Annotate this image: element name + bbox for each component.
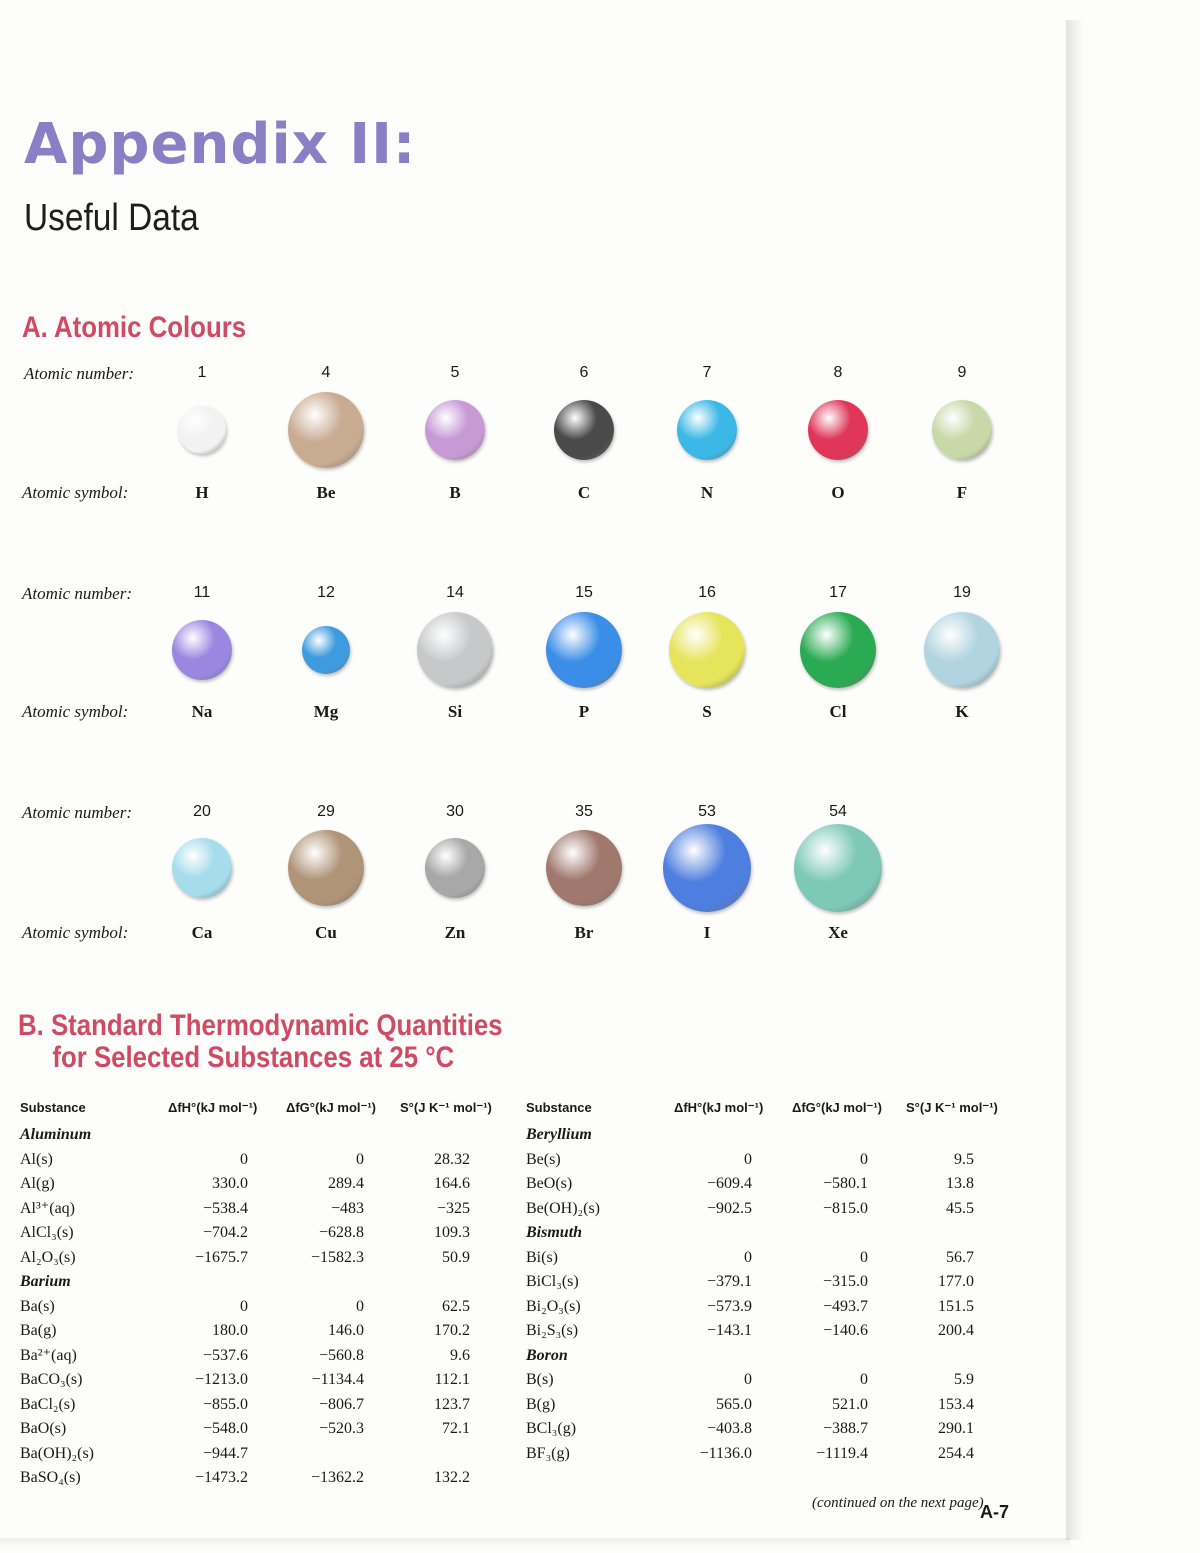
atomic-number: 9	[957, 364, 967, 381]
atomic-number-label: Atomic number:	[22, 803, 133, 822]
enthalpy-value: −403.8	[706, 1420, 752, 1437]
substance-name: BaCO₃(s)	[20, 1371, 83, 1388]
substance-name: Ba(OH)₂(s)	[20, 1444, 94, 1462]
atomic-symbol: B	[449, 483, 461, 502]
atomic-symbol: F	[956, 483, 968, 502]
atomic-number-label: Atomic number:	[24, 364, 135, 383]
gibbs-value: −493.7	[822, 1297, 868, 1315]
atomic-symbol: Ca	[191, 923, 213, 942]
gibbs-value: −140.6	[822, 1322, 868, 1339]
substance-name: Al(g)	[20, 1175, 55, 1192]
atomic-number: 7	[702, 364, 712, 381]
enthalpy-value: 0	[240, 1297, 248, 1315]
substance-name: Bi(s)	[526, 1248, 558, 1266]
atom-sphere-mg	[302, 626, 350, 674]
substance-name: Bi₂O₃(s)	[526, 1297, 581, 1315]
page-number: A-7	[980, 1502, 1010, 1522]
entropy-value: 177.0	[938, 1273, 974, 1290]
group-name: Barium	[20, 1273, 71, 1290]
substance-name: BiCl₃(s)	[526, 1273, 579, 1290]
gibbs-value: −1119.4	[816, 1444, 868, 1462]
substance-name: BF₃(g)	[526, 1444, 570, 1462]
atomic-number: 29	[317, 803, 335, 820]
atomic-number: 35	[575, 803, 593, 820]
enthalpy-value: −143.1	[706, 1322, 752, 1339]
atomic-number: 14	[446, 584, 464, 601]
enthalpy-value: −902.5	[706, 1199, 752, 1217]
substance-name: BaSO₄(s)	[20, 1469, 81, 1486]
enthalpy-value: 0	[744, 1371, 752, 1388]
atomic-symbol-label: Atomic symbol:	[22, 702, 129, 721]
atom-sphere-be	[288, 392, 364, 468]
entropy-value: 72.1	[442, 1420, 470, 1437]
group-name: Bismuth	[526, 1224, 583, 1241]
gibbs-value: 0	[860, 1248, 868, 1266]
enthalpy-value: −538.4	[202, 1199, 248, 1217]
gibbs-value: 146.0	[328, 1322, 364, 1339]
atom-sphere-br	[546, 830, 622, 906]
atom-sphere-cl	[800, 612, 876, 688]
header-gibbs: ΔfG°(kJ mol⁻¹)	[286, 1100, 377, 1115]
substance-name: BeO(s)	[526, 1175, 573, 1192]
atomic-symbol: N	[700, 483, 714, 502]
entropy-value: 112.1	[434, 1371, 470, 1388]
enthalpy-value: −573.9	[706, 1297, 752, 1315]
enthalpy-value: −1473.2	[194, 1469, 248, 1486]
gibbs-value: 0	[860, 1150, 868, 1168]
entropy-value: 9.6	[450, 1346, 470, 1364]
atomic-symbol: K	[955, 702, 969, 721]
header-entropy: S°(J K⁻¹ mol⁻¹)	[400, 1100, 492, 1115]
entropy-value: 56.7	[946, 1248, 974, 1266]
atom-sphere-f	[932, 400, 992, 460]
gibbs-value: −580.1	[822, 1175, 868, 1192]
enthalpy-value: 0	[744, 1150, 752, 1168]
substance-name: AlCl₃(s)	[20, 1224, 74, 1241]
atom-sphere-c	[554, 400, 614, 460]
group-name: Aluminum	[20, 1126, 92, 1143]
atom-sphere-k	[924, 612, 1000, 688]
atomic-symbol: C	[577, 483, 591, 502]
header-enthalpy: ΔfH°(kJ mol⁻¹)	[674, 1100, 764, 1115]
enthalpy-value: −609.4	[706, 1175, 752, 1192]
gibbs-value: −628.8	[318, 1224, 364, 1241]
section-b-title	[18, 1010, 503, 1074]
substance-name: Ba(s)	[20, 1297, 55, 1315]
atomic-number: 1	[197, 364, 207, 381]
atomic-symbol-label: Atomic symbol:	[22, 923, 129, 942]
substance-name: BCl₃(g)	[526, 1420, 577, 1437]
atom-sphere-b	[425, 400, 485, 460]
atomic-number: 15	[575, 584, 593, 601]
gibbs-value: 0	[860, 1371, 868, 1388]
atomic-symbol: Na	[191, 702, 213, 721]
gibbs-value: −315.0	[822, 1273, 868, 1290]
gibbs-value: −520.3	[318, 1420, 364, 1437]
entropy-value: 290.1	[938, 1420, 974, 1437]
substance-name: Be(s)	[526, 1150, 561, 1168]
substance-name: Ba²⁺(aq)	[20, 1346, 77, 1364]
enthalpy-value: 0	[240, 1150, 248, 1168]
section-a-title: A. Atomic Colours	[22, 311, 247, 344]
entropy-value: 13.8	[946, 1175, 974, 1192]
substance-name: B(s)	[526, 1371, 554, 1388]
enthalpy-value: −1675.7	[194, 1248, 248, 1266]
enthalpy-value: −1136.0	[699, 1444, 752, 1462]
atomic-symbol: Si	[447, 702, 463, 721]
entropy-value: 45.5	[946, 1199, 974, 1217]
substance-name: Be(OH)₂(s)	[526, 1199, 600, 1217]
entropy-value: 123.7	[434, 1395, 470, 1413]
entropy-value: 164.6	[434, 1175, 470, 1192]
atom-sphere-ca	[172, 838, 232, 898]
atomic-number: 54	[829, 803, 847, 820]
atomic-symbol: I	[703, 923, 711, 942]
enthalpy-value: −537.6	[202, 1346, 248, 1364]
atomic-symbol: Be	[316, 483, 336, 502]
enthalpy-value: −944.7	[202, 1444, 248, 1462]
atomic-symbol: Xe	[828, 923, 848, 942]
gibbs-value: −560.8	[318, 1346, 364, 1364]
atom-sphere-n	[677, 400, 737, 460]
enthalpy-value: 330.0	[212, 1175, 248, 1192]
atom-sphere-s	[669, 612, 745, 688]
atomic-symbol: Zn	[444, 923, 466, 942]
gibbs-value: 0	[356, 1297, 364, 1315]
substance-name: Al³⁺(aq)	[20, 1199, 75, 1217]
atomic-number: 5	[450, 364, 460, 381]
gibbs-value: −388.7	[822, 1420, 868, 1437]
entropy-value: 28.32	[434, 1150, 470, 1168]
header-enthalpy: ΔfH°(kJ mol⁻¹)	[168, 1100, 258, 1115]
atom-sphere-si	[417, 612, 493, 688]
continued-text: (continued on the next page)	[812, 1494, 984, 1511]
header-substance: Substance	[20, 1100, 86, 1115]
entropy-value: 50.9	[442, 1248, 470, 1266]
group-name: Boron	[526, 1346, 568, 1364]
atomic-number: 16	[698, 584, 716, 601]
entropy-value: 151.5	[938, 1297, 974, 1315]
header-entropy: S°(J K⁻¹ mol⁻¹)	[906, 1100, 998, 1115]
entropy-value: 9.5	[954, 1150, 974, 1168]
gibbs-value: −1134.4	[311, 1371, 364, 1388]
gibbs-value: −806.7	[318, 1395, 364, 1413]
page-bottom-shadow	[0, 1538, 1070, 1548]
entropy-value: 170.2	[434, 1322, 470, 1339]
appendix-title: Appendix II:	[24, 112, 417, 177]
gibbs-value: −483	[330, 1199, 364, 1217]
gibbs-value: 521.0	[832, 1395, 868, 1413]
section-b-title-line2: for Selected Substances at 25 °C	[52, 1041, 455, 1074]
atomic-number: 20	[193, 803, 211, 820]
atom-sphere-o	[808, 400, 868, 460]
substance-name: Al(s)	[20, 1150, 53, 1168]
atomic-number: 12	[317, 584, 335, 601]
atomic-symbol: Br	[574, 923, 594, 942]
atom-sphere-zn	[425, 838, 485, 898]
atom-sphere-xe	[794, 824, 882, 912]
enthalpy-value: 0	[744, 1248, 752, 1266]
header-substance: Substance	[526, 1100, 592, 1115]
entropy-value: 5.9	[954, 1371, 974, 1388]
atom-sphere-h	[178, 406, 226, 454]
gibbs-value: 289.4	[328, 1175, 364, 1192]
atom-sphere-na	[172, 620, 232, 680]
atom-sphere-i	[663, 824, 751, 912]
atomic-number: 30	[446, 803, 464, 820]
atomic-symbol: Cl	[829, 702, 847, 721]
entropy-value: 200.4	[938, 1322, 974, 1339]
gibbs-value: 0	[356, 1150, 364, 1168]
atomic-number: 19	[953, 584, 971, 601]
substance-name: Bi₂S₃(s)	[526, 1322, 579, 1339]
substance-name: BaO(s)	[20, 1420, 67, 1437]
header-gibbs: ΔfG°(kJ mol⁻¹)	[792, 1100, 883, 1115]
entropy-value: 109.3	[434, 1224, 470, 1241]
entropy-value: 62.5	[442, 1297, 470, 1315]
atomic-symbol-label: Atomic symbol:	[22, 483, 129, 502]
page-edge-shadow	[1066, 20, 1084, 1540]
atomic-symbol: P	[578, 702, 590, 721]
entropy-value: 153.4	[938, 1395, 974, 1413]
atomic-number: 8	[833, 364, 843, 381]
atomic-symbol: Mg	[313, 702, 339, 721]
enthalpy-value: −855.0	[202, 1395, 248, 1413]
atomic-number: 17	[829, 584, 847, 601]
atomic-number: 11	[193, 584, 211, 601]
atomic-number: 53	[698, 803, 716, 820]
substance-name: Al₂O₃(s)	[20, 1248, 76, 1266]
enthalpy-value: 565.0	[716, 1395, 752, 1413]
enthalpy-value: −704.2	[202, 1224, 248, 1241]
atomic-number-label: Atomic number:	[22, 584, 133, 603]
atomic-number: 6	[579, 364, 589, 381]
atomic-symbol: S	[702, 702, 712, 721]
gibbs-value: −1362.2	[310, 1469, 364, 1486]
atom-sphere-p	[546, 612, 622, 688]
substance-name: BaCl₂(s)	[20, 1395, 76, 1413]
entropy-value: 132.2	[434, 1469, 470, 1486]
appendix-subtitle: Useful Data	[24, 197, 199, 239]
section-b-title-line1: B. Standard Thermodynamic Quantities	[18, 1009, 503, 1042]
substance-name: Ba(g)	[20, 1322, 57, 1339]
group-name: Beryllium	[526, 1126, 592, 1143]
gibbs-value: −1582.3	[310, 1248, 364, 1266]
enthalpy-value: −379.1	[706, 1273, 752, 1290]
substance-name: B(g)	[526, 1395, 556, 1413]
enthalpy-value: −548.0	[202, 1420, 248, 1437]
atom-sphere-cu	[288, 830, 364, 906]
atomic-symbol: O	[831, 483, 845, 502]
atomic-symbol: H	[195, 483, 209, 502]
entropy-value: −325	[436, 1199, 470, 1217]
atomic-number: 4	[321, 364, 331, 381]
atomic-symbol: Cu	[315, 923, 337, 942]
enthalpy-value: −1213.0	[194, 1371, 248, 1388]
enthalpy-value: 180.0	[212, 1322, 248, 1339]
gibbs-value: −815.0	[822, 1199, 868, 1217]
entropy-value: 254.4	[938, 1444, 974, 1462]
